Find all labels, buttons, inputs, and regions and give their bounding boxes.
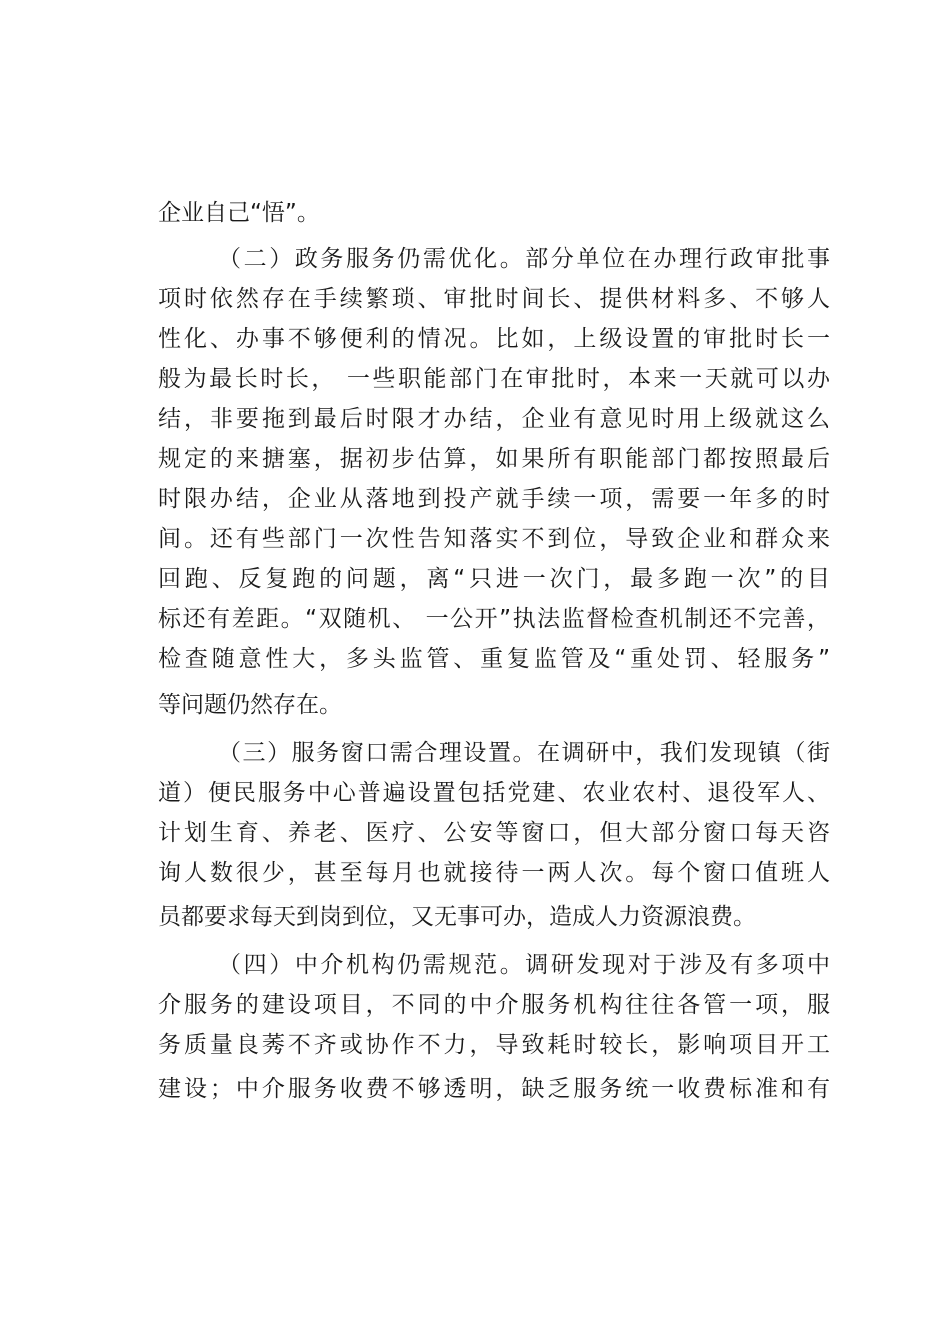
paragraph-line: 介服务的建设项目，不同的中介服务机构往往各管一项，服 xyxy=(158,992,830,1018)
paragraph-line: 般为最长时长， 一些职能部门在审批时，本来一天就可以办 xyxy=(158,366,830,392)
paragraph-line: 建设；中介服务收费不够透明，缺乏服务统一收费标准和有 xyxy=(158,1076,830,1102)
section-heading-line: （三）服务窗口需合理设置。在调研中，我们发现镇（街 xyxy=(218,740,830,766)
paragraph-line: 企业自己“悟”。 xyxy=(158,200,320,226)
section-heading-line: （二）政务服务仍需优化。部分单位在办理行政审批事 xyxy=(218,246,830,272)
paragraph-line: 性化、办事不够便利的情况。比如，上级设置的审批时长一 xyxy=(158,326,830,352)
section-heading-line: （四）中介机构仍需规范。调研发现对于涉及有多项中 xyxy=(218,952,830,978)
paragraph-line: 时限办结，企业从落地到投产就手续一项，需要一年多的时 xyxy=(158,486,830,512)
paragraph-line: 等问题仍然存在。 xyxy=(158,692,342,718)
paragraph-line: 道）便民服务中心普遍设置包括党建、农业农村、退役军人、 xyxy=(158,780,830,806)
paragraph-line: 标还有差距。“双随机、 一公开”执法监督检查机制还不完善， xyxy=(158,606,830,632)
paragraph-line: 检查随意性大，多头监管、重复监管及“重处罚、轻服务” xyxy=(158,646,830,672)
paragraph-line: 务质量良莠不齐或协作不力，导致耗时较长，影响项目开工 xyxy=(158,1032,830,1058)
paragraph-line: 询人数很少，甚至每月也就接待一两人次。每个窗口值班人 xyxy=(158,860,830,886)
paragraph-line: 间。还有些部门一次性告知落实不到位，导致企业和群众来 xyxy=(158,526,830,552)
paragraph-line: 结，非要拖到最后时限才办结，企业有意见时用上级就这么 xyxy=(158,406,830,432)
paragraph-line: 计划生育、养老、医疗、公安等窗口，但大部分窗口每天咨 xyxy=(158,820,830,846)
paragraph-line: 回跑、反复跑的问题，离“只进一次门，最多跑一次”的目 xyxy=(158,566,830,592)
paragraph-line: 员都要求每天到岗到位，又无事可办，造成人力资源浪费。 xyxy=(158,904,756,930)
paragraph-line: 规定的来搪塞，据初步估算，如果所有职能部门都按照最后 xyxy=(158,446,830,472)
paragraph-line: 项时依然存在手续繁琐、审批时间长、提供材料多、不够人 xyxy=(158,286,830,312)
